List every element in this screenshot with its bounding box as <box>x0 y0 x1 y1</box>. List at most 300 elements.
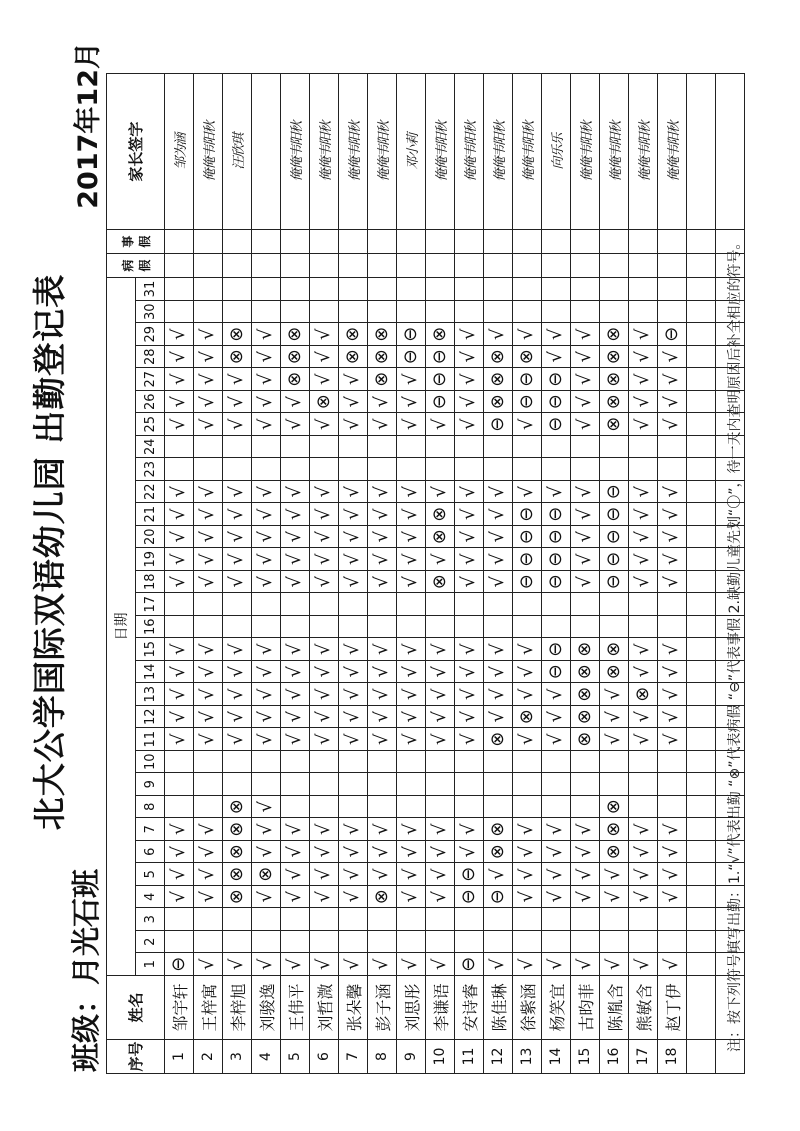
attendance-cell: ⊖ <box>397 346 426 369</box>
attendance-cell <box>455 751 484 774</box>
attendance-cell: √ <box>397 368 426 391</box>
attendance-cell: ⊖ <box>484 886 513 909</box>
attendance-cell <box>397 931 426 954</box>
attendance-cell: √ <box>339 368 368 391</box>
attendance-cell: ⊗ <box>600 638 629 661</box>
attendance-cell <box>368 301 397 324</box>
attendance-cell: √ <box>339 413 368 436</box>
attendance-cell <box>629 908 658 931</box>
attendance-cell: ⊗ <box>426 503 455 526</box>
row-number: 9 <box>397 1040 426 1074</box>
empty-cell <box>687 74 716 230</box>
attendance-cell: √ <box>513 638 542 661</box>
attendance-cell <box>571 796 600 819</box>
attendance-cell: ⊖ <box>455 886 484 909</box>
attendance-cell <box>252 908 281 931</box>
attendance-cell: ⊗ <box>571 638 600 661</box>
attendance-cell <box>368 458 397 481</box>
parent-signature: 俺俺韦阳秋 <box>658 74 687 230</box>
attendance-cell: √ <box>455 571 484 594</box>
child-name: 刘哲溦 <box>310 976 339 1040</box>
child-name: 张朵馨 <box>339 976 368 1040</box>
attendance-cell <box>600 908 629 931</box>
sick-leave-cell <box>252 254 281 278</box>
empty-cell <box>687 683 716 706</box>
attendance-cell: √ <box>629 323 658 346</box>
attendance-cell: ⊗ <box>368 886 397 909</box>
attendance-cell <box>397 796 426 819</box>
attendance-cell <box>542 458 571 481</box>
attendance-cell: ⊖ <box>513 391 542 414</box>
day-header: 1 <box>136 953 165 976</box>
attendance-cell: ⊖ <box>600 571 629 594</box>
attendance-cell <box>281 458 310 481</box>
attendance-cell <box>223 436 252 459</box>
attendance-cell: √ <box>339 548 368 571</box>
attendance-cell <box>339 436 368 459</box>
header-date: 日期 <box>107 278 136 976</box>
attendance-cell <box>252 593 281 616</box>
attendance-cell: ⊗ <box>281 368 310 391</box>
attendance-cell: √ <box>194 638 223 661</box>
attendance-cell: √ <box>542 863 571 886</box>
attendance-cell <box>368 751 397 774</box>
table-row <box>339 74 368 1074</box>
child-name: 彭子涵 <box>368 976 397 1040</box>
attendance-cell <box>368 436 397 459</box>
attendance-cell: √ <box>658 571 687 594</box>
attendance-cell <box>513 931 542 954</box>
attendance-cell: √ <box>252 706 281 729</box>
attendance-cell: √ <box>165 841 194 864</box>
attendance-cell <box>629 458 658 481</box>
attendance-cell <box>194 301 223 324</box>
attendance-cell: √ <box>600 706 629 729</box>
attendance-cell <box>397 301 426 324</box>
attendance-cell <box>339 616 368 639</box>
attendance-cell <box>426 796 455 819</box>
attendance-cell: √ <box>513 818 542 841</box>
attendance-cell: √ <box>223 706 252 729</box>
day-header: 18 <box>136 571 165 594</box>
attendance-cell: ⊗ <box>368 323 397 346</box>
attendance-cell: √ <box>223 481 252 504</box>
attendance-cell: √ <box>368 526 397 549</box>
attendance-cell <box>281 796 310 819</box>
table-row <box>629 74 658 1074</box>
attendance-cell <box>194 908 223 931</box>
attendance-cell: √ <box>252 571 281 594</box>
attendance-cell: ⊖ <box>542 368 571 391</box>
attendance-cell: √ <box>310 706 339 729</box>
day-header: 6 <box>136 841 165 864</box>
sick-leave-cell <box>223 254 252 278</box>
attendance-cell: √ <box>165 503 194 526</box>
attendance-cell: √ <box>368 818 397 841</box>
attendance-cell: √ <box>658 638 687 661</box>
day-header: 3 <box>136 908 165 931</box>
empty-cell <box>687 886 716 909</box>
period-label: 2017年12月 <box>73 42 104 209</box>
child-name: 刘思彤 <box>397 976 426 1040</box>
empty-cell <box>687 278 716 301</box>
empty-cell <box>687 391 716 414</box>
attendance-cell: √ <box>513 863 542 886</box>
attendance-cell: √ <box>542 346 571 369</box>
attendance-cell: √ <box>484 571 513 594</box>
personal-leave-cell <box>455 230 484 254</box>
attendance-cell: ⊖ <box>542 661 571 684</box>
attendance-cell: √ <box>223 526 252 549</box>
attendance-cell: √ <box>629 548 658 571</box>
attendance-cell: √ <box>397 863 426 886</box>
attendance-cell: √ <box>397 706 426 729</box>
attendance-cell: √ <box>571 346 600 369</box>
attendance-cell <box>542 796 571 819</box>
attendance-cell: √ <box>281 953 310 976</box>
parent-signature <box>252 74 281 230</box>
attendance-cell: √ <box>397 548 426 571</box>
attendance-cell: √ <box>194 413 223 436</box>
table-row <box>281 74 310 1074</box>
attendance-cell: ⊗ <box>484 728 513 751</box>
attendance-cell: √ <box>397 413 426 436</box>
attendance-cell <box>455 301 484 324</box>
child-name: 刘骏逸 <box>252 976 281 1040</box>
attendance-cell: √ <box>194 571 223 594</box>
attendance-cell <box>484 458 513 481</box>
empty-cell <box>687 728 716 751</box>
attendance-cell <box>658 931 687 954</box>
attendance-cell: √ <box>281 886 310 909</box>
attendance-cell <box>600 278 629 301</box>
header-personal-leave: 事假 <box>107 230 165 254</box>
attendance-cell <box>426 278 455 301</box>
empty-cell <box>687 368 716 391</box>
attendance-cell <box>571 301 600 324</box>
attendance-cell: √ <box>455 391 484 414</box>
attendance-cell <box>223 773 252 796</box>
child-name: 李谦语 <box>426 976 455 1040</box>
attendance-cell: √ <box>281 413 310 436</box>
attendance-cell <box>252 436 281 459</box>
attendance-cell: ⊗ <box>426 526 455 549</box>
empty-cell <box>687 841 716 864</box>
attendance-cell <box>339 751 368 774</box>
parent-signature: 俺俺韦阳秋 <box>426 74 455 230</box>
attendance-cell: ⊖ <box>455 863 484 886</box>
attendance-cell: √ <box>194 953 223 976</box>
attendance-cell <box>571 751 600 774</box>
attendance-cell <box>455 908 484 931</box>
sick-leave-cell <box>600 254 629 278</box>
attendance-cell: √ <box>339 503 368 526</box>
personal-leave-cell <box>223 230 252 254</box>
attendance-cell: ⊖ <box>600 548 629 571</box>
child-name: 杨笑宜 <box>542 976 571 1040</box>
attendance-cell <box>629 301 658 324</box>
attendance-cell: √ <box>252 661 281 684</box>
attendance-cell: ⊗ <box>223 346 252 369</box>
empty-cell <box>687 863 716 886</box>
attendance-cell <box>339 278 368 301</box>
attendance-cell <box>600 773 629 796</box>
attendance-cell: √ <box>310 323 339 346</box>
child-name: 王梓寓 <box>194 976 223 1040</box>
attendance-cell <box>600 616 629 639</box>
attendance-cell: √ <box>368 413 397 436</box>
attendance-cell <box>252 751 281 774</box>
attendance-cell: √ <box>484 503 513 526</box>
attendance-cell: √ <box>397 841 426 864</box>
attendance-cell: √ <box>252 886 281 909</box>
attendance-cell: ⊗ <box>600 818 629 841</box>
header-parent-signature: 家长签字 <box>107 74 165 230</box>
attendance-cell: √ <box>542 728 571 751</box>
attendance-cell: ⊗ <box>513 706 542 729</box>
attendance-cell <box>658 751 687 774</box>
day-header: 20 <box>136 526 165 549</box>
attendance-cell: √ <box>252 413 281 436</box>
attendance-cell: ⊗ <box>426 571 455 594</box>
attendance-cell <box>194 593 223 616</box>
attendance-cell: √ <box>339 481 368 504</box>
attendance-cell <box>426 593 455 616</box>
attendance-cell: √ <box>339 638 368 661</box>
attendance-cell: ⊗ <box>571 706 600 729</box>
attendance-cell: ⊗ <box>484 818 513 841</box>
attendance-cell: √ <box>658 706 687 729</box>
empty-cell <box>687 908 716 931</box>
attendance-cell: √ <box>542 323 571 346</box>
attendance-cell <box>426 301 455 324</box>
attendance-cell: √ <box>194 706 223 729</box>
attendance-cell: √ <box>397 683 426 706</box>
empty-cell <box>687 346 716 369</box>
attendance-cell: √ <box>223 683 252 706</box>
empty-cell <box>687 301 716 324</box>
attendance-cell <box>542 436 571 459</box>
attendance-cell: √ <box>339 683 368 706</box>
attendance-cell <box>455 458 484 481</box>
attendance-cell: √ <box>571 503 600 526</box>
day-header: 28 <box>136 346 165 369</box>
attendance-cell <box>165 931 194 954</box>
attendance-cell: ⊗ <box>600 841 629 864</box>
day-header: 13 <box>136 683 165 706</box>
attendance-cell: √ <box>310 818 339 841</box>
attendance-cell: ⊖ <box>542 548 571 571</box>
attendance-cell: √ <box>658 886 687 909</box>
attendance-cell: √ <box>368 728 397 751</box>
attendance-cell <box>484 773 513 796</box>
attendance-cell <box>252 278 281 301</box>
attendance-cell: √ <box>281 503 310 526</box>
attendance-cell <box>426 751 455 774</box>
attendance-cell: √ <box>252 481 281 504</box>
attendance-cell: √ <box>629 391 658 414</box>
attendance-cell <box>252 773 281 796</box>
attendance-cell: ⊗ <box>310 391 339 414</box>
attendance-cell: √ <box>484 953 513 976</box>
attendance-cell <box>571 436 600 459</box>
attendance-cell: √ <box>223 728 252 751</box>
day-header: 30 <box>136 301 165 324</box>
attendance-cell: √ <box>629 863 658 886</box>
attendance-cell: √ <box>165 661 194 684</box>
attendance-cell: √ <box>194 661 223 684</box>
day-header: 26 <box>136 391 165 414</box>
empty-cell <box>687 976 716 1040</box>
attendance-cell <box>281 908 310 931</box>
attendance-cell: √ <box>223 413 252 436</box>
attendance-cell <box>281 436 310 459</box>
attendance-cell <box>629 436 658 459</box>
attendance-cell: √ <box>455 413 484 436</box>
attendance-cell: ⊖ <box>426 391 455 414</box>
attendance-cell: ⊖ <box>455 953 484 976</box>
attendance-cell: √ <box>455 706 484 729</box>
child-name: 王伟平 <box>281 976 310 1040</box>
attendance-cell <box>513 278 542 301</box>
attendance-cell: √ <box>310 503 339 526</box>
attendance-cell: √ <box>571 323 600 346</box>
attendance-cell: √ <box>513 323 542 346</box>
attendance-cell: √ <box>600 886 629 909</box>
table-row <box>542 74 571 1074</box>
empty-cell <box>687 571 716 594</box>
day-header: 25 <box>136 413 165 436</box>
attendance-cell <box>513 616 542 639</box>
attendance-cell: ⊖ <box>600 481 629 504</box>
day-header: 14 <box>136 661 165 684</box>
attendance-cell: √ <box>629 638 658 661</box>
sick-leave-cell <box>368 254 397 278</box>
attendance-cell <box>339 773 368 796</box>
attendance-cell <box>397 908 426 931</box>
attendance-cell: √ <box>368 863 397 886</box>
attendance-cell <box>455 773 484 796</box>
parent-signature: 俺俺韦阳秋 <box>455 74 484 230</box>
attendance-cell: √ <box>426 661 455 684</box>
attendance-cell: √ <box>252 346 281 369</box>
attendance-cell: ⊗ <box>629 683 658 706</box>
attendance-cell: √ <box>368 548 397 571</box>
attendance-cell: √ <box>484 683 513 706</box>
attendance-cell <box>513 436 542 459</box>
attendance-cell: √ <box>484 526 513 549</box>
attendance-cell <box>484 436 513 459</box>
empty-cell <box>687 436 716 459</box>
child-name: 徐紫涵 <box>513 976 542 1040</box>
attendance-cell <box>368 773 397 796</box>
attendance-cell: √ <box>658 818 687 841</box>
attendance-cell <box>629 616 658 639</box>
attendance-cell <box>281 278 310 301</box>
day-header: 31 <box>136 278 165 301</box>
attendance-cell: √ <box>339 886 368 909</box>
attendance-cell <box>397 616 426 639</box>
attendance-cell: ⊗ <box>571 683 600 706</box>
attendance-cell <box>658 773 687 796</box>
row-number: 12 <box>484 1040 513 1074</box>
attendance-cell: √ <box>426 841 455 864</box>
attendance-cell <box>165 458 194 481</box>
sick-leave-cell <box>426 254 455 278</box>
attendance-cell <box>629 796 658 819</box>
empty-cell <box>687 526 716 549</box>
attendance-cell: √ <box>223 953 252 976</box>
attendance-cell <box>484 751 513 774</box>
attendance-cell: √ <box>310 638 339 661</box>
attendance-cell <box>571 908 600 931</box>
attendance-cell: √ <box>658 346 687 369</box>
empty-cell <box>687 548 716 571</box>
attendance-cell: √ <box>281 391 310 414</box>
legend-note: 注：按下列符号填写出勤：1.“√”代表出勤 “⊗”代表病假 “⊖”代表事假 2.缺勤儿童先划“〇”，待一天内查明原因后补全相应的符号。 <box>727 235 743 1052</box>
personal-leave-cell <box>165 230 194 254</box>
attendance-cell: √ <box>223 391 252 414</box>
day-header: 27 <box>136 368 165 391</box>
header-sick-leave: 病假 <box>107 254 165 278</box>
attendance-cell: √ <box>368 571 397 594</box>
attendance-cell: √ <box>339 818 368 841</box>
table-row <box>513 74 542 1074</box>
attendance-cell: √ <box>165 886 194 909</box>
day-header: 4 <box>136 886 165 909</box>
empty-cell <box>687 503 716 526</box>
day-header: 9 <box>136 773 165 796</box>
attendance-cell <box>165 301 194 324</box>
attendance-cell <box>658 436 687 459</box>
attendance-cell: √ <box>368 953 397 976</box>
attendance-cell: √ <box>658 526 687 549</box>
attendance-cell <box>542 301 571 324</box>
attendance-cell <box>310 278 339 301</box>
attendance-table <box>106 73 745 1074</box>
attendance-cell: √ <box>658 841 687 864</box>
attendance-cell: ⊗ <box>484 346 513 369</box>
attendance-cell: √ <box>252 728 281 751</box>
attendance-cell <box>600 458 629 481</box>
attendance-cell: √ <box>571 863 600 886</box>
attendance-cell: ⊖ <box>484 413 513 436</box>
attendance-cell <box>397 773 426 796</box>
attendance-cell: √ <box>194 863 223 886</box>
attendance-cell: √ <box>542 706 571 729</box>
attendance-cell <box>658 796 687 819</box>
attendance-cell: √ <box>513 886 542 909</box>
attendance-cell: ⊗ <box>339 346 368 369</box>
empty-cell <box>687 481 716 504</box>
attendance-cell: ⊗ <box>223 796 252 819</box>
attendance-cell: √ <box>310 346 339 369</box>
attendance-cell <box>339 908 368 931</box>
attendance-cell <box>397 593 426 616</box>
attendance-cell <box>194 616 223 639</box>
parent-signature: 俺俺韦阳秋 <box>339 74 368 230</box>
attendance-cell: √ <box>165 526 194 549</box>
attendance-cell <box>484 796 513 819</box>
attendance-cell: √ <box>165 571 194 594</box>
attendance-cell <box>223 278 252 301</box>
attendance-cell: √ <box>571 391 600 414</box>
empty-cell <box>687 254 716 278</box>
parent-signature: 俺俺韦阳秋 <box>513 74 542 230</box>
attendance-cell: √ <box>571 818 600 841</box>
empty-cell <box>687 230 716 254</box>
attendance-cell <box>223 458 252 481</box>
